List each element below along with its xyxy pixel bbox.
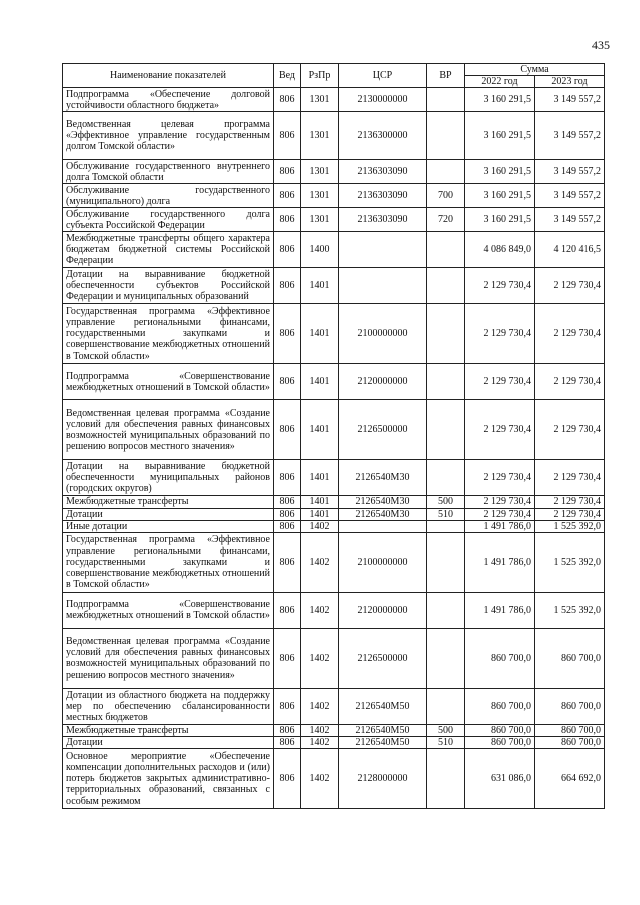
cell-ved: 806 [274, 88, 301, 112]
cell-vr [427, 400, 465, 460]
cell-vr: 720 [427, 208, 465, 232]
table-row [63, 304, 605, 364]
cell-ved: 806 [274, 208, 301, 232]
cell-2022: 860 700,0 [465, 688, 535, 724]
cell-csr: 2136300000 [339, 112, 427, 160]
cell-rzpr: 1301 [301, 184, 339, 208]
cell-name: Ведомственная целевая программа «Эффективное управление государственным долгом Томской области» [63, 112, 274, 160]
cell-ved: 806 [274, 268, 301, 304]
cell-rzpr: 1401 [301, 400, 339, 460]
cell-vr [427, 688, 465, 724]
cell-2023: 860 700,0 [535, 688, 605, 724]
table-row [63, 724, 605, 736]
cell-csr: 2126540М50 [339, 688, 427, 724]
cell-name: Подпрограмма «Совершенствование межбюджетных отношений в Томской области» [63, 364, 274, 400]
cell-2023: 860 700,0 [535, 737, 605, 749]
table-row [63, 532, 605, 592]
cell-name: Ведомственная целевая программа «Создание условий для обеспечения равных финансовых возможностей муниципальных образований по решению вопросов местного значения» [63, 628, 274, 688]
cell-rzpr: 1401 [301, 268, 339, 304]
cell-ved: 806 [274, 112, 301, 160]
table-body [63, 88, 605, 809]
cell-csr: 2126500000 [339, 628, 427, 688]
cell-rzpr: 1301 [301, 160, 339, 184]
cell-csr: 2128000000 [339, 749, 427, 809]
cell-csr: 2120000000 [339, 592, 427, 628]
cell-vr [427, 532, 465, 592]
cell-2022: 860 700,0 [465, 628, 535, 688]
table-row [63, 208, 605, 232]
cell-rzpr: 1301 [301, 208, 339, 232]
cell-2022: 1 491 786,0 [465, 520, 535, 532]
cell-csr [339, 268, 427, 304]
cell-csr: 2100000000 [339, 304, 427, 364]
cell-ved: 806 [274, 520, 301, 532]
cell-rzpr: 1402 [301, 737, 339, 749]
header-vr: ВР [427, 64, 465, 88]
cell-csr: 2100000000 [339, 532, 427, 592]
cell-rzpr: 1402 [301, 688, 339, 724]
cell-2023: 3 149 557,2 [535, 208, 605, 232]
cell-2023: 860 700,0 [535, 628, 605, 688]
cell-2022: 2 129 730,4 [465, 268, 535, 304]
cell-rzpr: 1301 [301, 88, 339, 112]
cell-2022: 2 129 730,4 [465, 304, 535, 364]
cell-name: Иные дотации [63, 520, 274, 532]
header-year-2023: 2023 год [535, 76, 605, 88]
cell-ved: 806 [274, 592, 301, 628]
cell-rzpr: 1401 [301, 304, 339, 364]
table-row [63, 460, 605, 496]
cell-name: Подпрограмма «Совершенствование межбюджетных отношений в Томской области» [63, 592, 274, 628]
cell-rzpr: 1402 [301, 628, 339, 688]
cell-2023: 3 149 557,2 [535, 160, 605, 184]
page-number: 435 [592, 38, 610, 52]
cell-2022: 3 160 291,5 [465, 112, 535, 160]
cell-csr: 2136303090 [339, 208, 427, 232]
cell-name: Дотации на выравнивание бюджетной обеспеченности субъектов Российской Федерации и муниципальных образований [63, 268, 274, 304]
cell-ved: 806 [274, 184, 301, 208]
cell-rzpr: 1402 [301, 592, 339, 628]
cell-csr [339, 232, 427, 268]
cell-vr [427, 628, 465, 688]
cell-name: Обслуживание государственного внутреннего долга Томской области [63, 160, 274, 184]
budget-table [62, 63, 605, 809]
cell-csr: 2126540М30 [339, 460, 427, 496]
cell-csr: 2136303090 [339, 160, 427, 184]
cell-ved: 806 [274, 460, 301, 496]
cell-2023: 2 129 730,4 [535, 364, 605, 400]
cell-ved: 806 [274, 508, 301, 520]
cell-csr: 2126540М50 [339, 724, 427, 736]
header-rzpr: РзПр [301, 64, 339, 88]
table-row [63, 737, 605, 749]
cell-name: Межбюджетные трансферты [63, 724, 274, 736]
header-ved: Вед [274, 64, 301, 88]
cell-vr [427, 304, 465, 364]
cell-csr: 2126540М50 [339, 737, 427, 749]
cell-rzpr: 1401 [301, 508, 339, 520]
cell-vr [427, 364, 465, 400]
table-row [63, 496, 605, 508]
cell-2023: 3 149 557,2 [535, 88, 605, 112]
table-row [63, 268, 605, 304]
cell-2023: 2 129 730,4 [535, 304, 605, 364]
table-row [63, 592, 605, 628]
cell-2022: 2 129 730,4 [465, 400, 535, 460]
cell-2023: 3 149 557,2 [535, 112, 605, 160]
cell-vr: 510 [427, 508, 465, 520]
cell-ved: 806 [274, 400, 301, 460]
cell-name: Обслуживание государственного долга субъекта Российской Федерации [63, 208, 274, 232]
cell-2022: 2 129 730,4 [465, 496, 535, 508]
cell-csr [339, 520, 427, 532]
cell-rzpr: 1402 [301, 532, 339, 592]
cell-csr: 2126500000 [339, 400, 427, 460]
cell-rzpr: 1401 [301, 496, 339, 508]
cell-csr: 2126540М30 [339, 508, 427, 520]
cell-2023: 2 129 730,4 [535, 460, 605, 496]
cell-name: Дотации [63, 508, 274, 520]
cell-2022: 2 129 730,4 [465, 508, 535, 520]
cell-ved: 806 [274, 737, 301, 749]
cell-2022: 1 491 786,0 [465, 592, 535, 628]
cell-rzpr: 1401 [301, 364, 339, 400]
cell-name: Подпрограмма «Обеспечение долговой устойчивости областного бюджета» [63, 88, 274, 112]
cell-2023: 2 129 730,4 [535, 268, 605, 304]
cell-name: Государственная программа «Эффективное управление региональными финансами, государственными закупками и совершенствование межбюджетных отношений в Томской области» [63, 304, 274, 364]
cell-2023: 2 129 730,4 [535, 496, 605, 508]
cell-2022: 3 160 291,5 [465, 160, 535, 184]
cell-name: Дотации из областного бюджета на поддержку мер по обеспечению сбалансированности местных бюджетов [63, 688, 274, 724]
header-sum: Сумма [465, 64, 605, 76]
cell-2023: 860 700,0 [535, 724, 605, 736]
cell-ved: 806 [274, 160, 301, 184]
cell-ved: 806 [274, 688, 301, 724]
cell-2023: 4 120 416,5 [535, 232, 605, 268]
cell-name: Государственная программа «Эффективное управление региональными финансами, государственными закупками и совершенствование межбюджетных отношений в Томской области» [63, 532, 274, 592]
cell-vr [427, 749, 465, 809]
header-name: Наименование показателей [63, 64, 274, 88]
cell-2022: 3 160 291,5 [465, 208, 535, 232]
cell-ved: 806 [274, 304, 301, 364]
table-row [63, 508, 605, 520]
cell-name: Ведомственная целевая программа «Создание условий для обеспечения равных финансовых возможностей муниципальных образований по решению вопросов местного значения» [63, 400, 274, 460]
cell-2023: 1 525 392,0 [535, 592, 605, 628]
header-year-2022: 2022 год [465, 76, 535, 88]
cell-2022: 4 086 849,0 [465, 232, 535, 268]
cell-ved: 806 [274, 496, 301, 508]
cell-2023: 1 525 392,0 [535, 532, 605, 592]
cell-vr [427, 112, 465, 160]
table-row [63, 88, 605, 112]
table-row [63, 749, 605, 809]
table-row [63, 688, 605, 724]
cell-ved: 806 [274, 532, 301, 592]
cell-2023: 3 149 557,2 [535, 184, 605, 208]
cell-2022: 2 129 730,4 [465, 364, 535, 400]
cell-vr: 500 [427, 724, 465, 736]
cell-ved: 806 [274, 232, 301, 268]
table-row [63, 628, 605, 688]
cell-name: Межбюджетные трансферты [63, 496, 274, 508]
cell-2022: 860 700,0 [465, 724, 535, 736]
cell-2022: 860 700,0 [465, 737, 535, 749]
cell-2022: 2 129 730,4 [465, 460, 535, 496]
cell-2022: 631 086,0 [465, 749, 535, 809]
cell-ved: 806 [274, 724, 301, 736]
cell-vr [427, 592, 465, 628]
table-row [63, 364, 605, 400]
cell-csr: 2136303090 [339, 184, 427, 208]
cell-csr: 2130000000 [339, 88, 427, 112]
cell-ved: 806 [274, 364, 301, 400]
cell-2022: 3 160 291,5 [465, 184, 535, 208]
cell-rzpr: 1402 [301, 520, 339, 532]
cell-rzpr: 1400 [301, 232, 339, 268]
cell-2023: 2 129 730,4 [535, 508, 605, 520]
cell-vr [427, 232, 465, 268]
cell-rzpr: 1301 [301, 112, 339, 160]
table-row [63, 184, 605, 208]
cell-vr [427, 520, 465, 532]
cell-vr: 700 [427, 184, 465, 208]
cell-name: Основное мероприятие «Обеспечение компенсации дополнительных расходов и (или) потерь бюджетов закрытых административно-территориальных образований, связанных с особым режимом [63, 749, 274, 809]
header-csr: ЦСР [339, 64, 427, 88]
cell-vr [427, 268, 465, 304]
table-row [63, 520, 605, 532]
table-row [63, 112, 605, 160]
cell-2022: 3 160 291,5 [465, 88, 535, 112]
cell-csr: 2120000000 [339, 364, 427, 400]
cell-vr: 500 [427, 496, 465, 508]
cell-2023: 664 692,0 [535, 749, 605, 809]
cell-2022: 1 491 786,0 [465, 532, 535, 592]
cell-name: Дотации на выравнивание бюджетной обеспеченности муниципальных районов (городских округов) [63, 460, 274, 496]
cell-name: Межбюджетные трансферты общего характера бюджетам бюджетной системы Российской Федерации [63, 232, 274, 268]
cell-vr [427, 160, 465, 184]
table-row [63, 160, 605, 184]
cell-ved: 806 [274, 749, 301, 809]
cell-csr: 2126540М30 [339, 496, 427, 508]
cell-2023: 1 525 392,0 [535, 520, 605, 532]
table-row [63, 232, 605, 268]
cell-ved: 806 [274, 628, 301, 688]
cell-vr [427, 88, 465, 112]
table-row [63, 400, 605, 460]
cell-vr [427, 460, 465, 496]
cell-name: Дотации [63, 737, 274, 749]
cell-rzpr: 1401 [301, 460, 339, 496]
cell-rzpr: 1402 [301, 724, 339, 736]
cell-name: Обслуживание государственного (муниципального) долга [63, 184, 274, 208]
cell-2023: 2 129 730,4 [535, 400, 605, 460]
cell-rzpr: 1402 [301, 749, 339, 809]
cell-vr: 510 [427, 737, 465, 749]
